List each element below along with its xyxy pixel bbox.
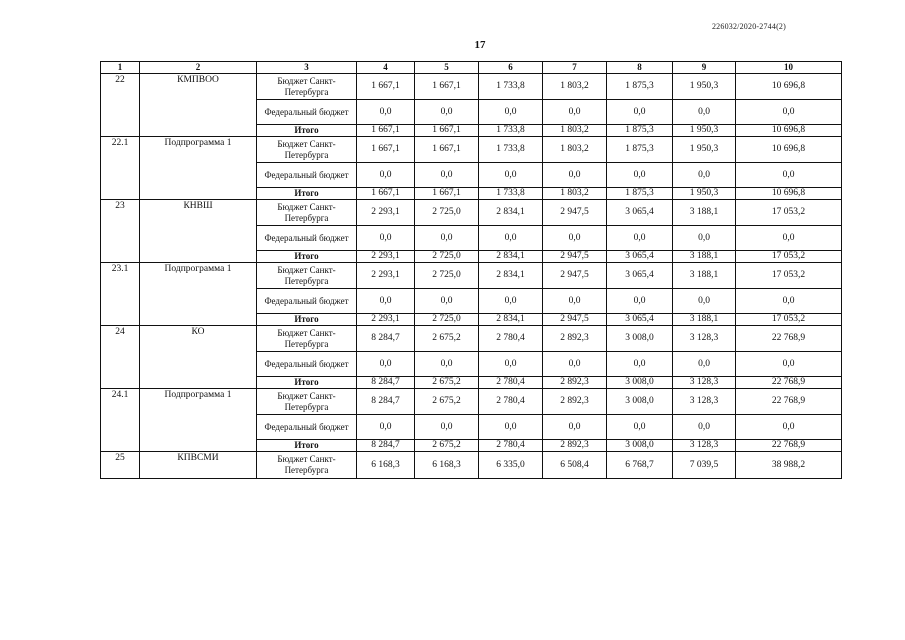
funding-source: Федеральный бюджет (257, 415, 357, 440)
amount-cell: 2 675,2 (415, 377, 479, 389)
funding-source: Бюджет Санкт-Петербурга (257, 74, 357, 100)
amount-cell: 0,0 (673, 163, 736, 188)
amount-cell: 3 008,0 (607, 440, 673, 452)
amount-cell: 0,0 (357, 100, 415, 125)
amount-cell: 3 008,0 (607, 377, 673, 389)
amount-cell: 38 988,2 (736, 452, 842, 479)
amount-cell: 1 803,2 (543, 188, 607, 200)
amount-cell: 17 053,2 (736, 251, 842, 263)
column-header: 6 (479, 62, 543, 74)
executor-name: Подпрограмма 1 (140, 389, 257, 452)
column-header: 1 (101, 62, 140, 74)
amount-cell: 1 667,1 (357, 188, 415, 200)
amount-cell: 22 768,9 (736, 389, 842, 415)
amount-cell: 1 667,1 (357, 125, 415, 137)
amount-cell: 0,0 (479, 289, 543, 314)
amount-cell: 0,0 (543, 415, 607, 440)
amount-cell: 2 780,4 (479, 326, 543, 352)
amount-cell: 8 284,7 (357, 440, 415, 452)
amount-cell: 2 947,5 (543, 314, 607, 326)
column-header: 10 (736, 62, 842, 74)
column-header: 4 (357, 62, 415, 74)
amount-cell: 3 128,3 (673, 326, 736, 352)
funding-source: Бюджет Санкт-Петербурга (257, 137, 357, 163)
amount-cell: 1 875,3 (607, 125, 673, 137)
table-body (101, 74, 842, 479)
amount-cell: 0,0 (479, 100, 543, 125)
amount-cell: 1 950,3 (673, 188, 736, 200)
amount-cell: 2 725,0 (415, 314, 479, 326)
amount-cell: 3 065,4 (607, 314, 673, 326)
amount-cell: 22 768,9 (736, 377, 842, 389)
amount-cell: 0,0 (357, 352, 415, 377)
amount-cell: 0,0 (415, 163, 479, 188)
item-number: 23.1 (101, 263, 140, 326)
amount-cell: 6 768,7 (607, 452, 673, 479)
funding-source: Итого (257, 188, 357, 200)
amount-cell: 2 834,1 (479, 200, 543, 226)
amount-cell: 3 188,1 (673, 314, 736, 326)
amount-cell: 8 284,7 (357, 326, 415, 352)
amount-cell: 3 128,3 (673, 440, 736, 452)
column-header: 5 (415, 62, 479, 74)
budget-row (101, 74, 842, 100)
item-number: 22 (101, 74, 140, 137)
amount-cell: 0,0 (736, 226, 842, 251)
amount-cell: 2 892,3 (543, 326, 607, 352)
amount-cell: 8 284,7 (357, 377, 415, 389)
budget-row (101, 200, 842, 226)
executor-name: КПВСМИ (140, 452, 257, 479)
budget-row (101, 389, 842, 415)
amount-cell: 2 947,5 (543, 251, 607, 263)
header-row (101, 62, 842, 74)
amount-cell: 2 675,2 (415, 440, 479, 452)
funding-source: Федеральный бюджет (257, 289, 357, 314)
column-header: 9 (673, 62, 736, 74)
amount-cell: 0,0 (607, 226, 673, 251)
amount-cell: 17 053,2 (736, 200, 842, 226)
amount-cell: 6 168,3 (415, 452, 479, 479)
amount-cell: 2 947,5 (543, 200, 607, 226)
amount-cell: 6 508,4 (543, 452, 607, 479)
funding-source: Итого (257, 377, 357, 389)
executor-name: Подпрограмма 1 (140, 263, 257, 326)
amount-cell: 0,0 (736, 163, 842, 188)
amount-cell: 10 696,8 (736, 188, 842, 200)
amount-cell: 0,0 (357, 289, 415, 314)
amount-cell: 0,0 (673, 226, 736, 251)
funding-source: Итого (257, 251, 357, 263)
funding-source: Бюджет Санкт-Петербурга (257, 200, 357, 226)
amount-cell: 0,0 (607, 163, 673, 188)
funding-source: Бюджет Санкт-Петербурга (257, 389, 357, 415)
amount-cell: 0,0 (357, 415, 415, 440)
amount-cell: 22 768,9 (736, 326, 842, 352)
amount-cell: 3 128,3 (673, 389, 736, 415)
amount-cell: 0,0 (736, 352, 842, 377)
executor-name: КМПВОО (140, 74, 257, 137)
amount-cell: 0,0 (543, 352, 607, 377)
funding-source: Бюджет Санкт-Петербурга (257, 263, 357, 289)
amount-cell: 2 293,1 (357, 263, 415, 289)
amount-cell: 2 725,0 (415, 263, 479, 289)
amount-cell: 3 128,3 (673, 377, 736, 389)
funding-source: Итого (257, 314, 357, 326)
amount-cell: 0,0 (736, 289, 842, 314)
amount-cell: 0,0 (543, 163, 607, 188)
amount-cell: 1 733,8 (479, 125, 543, 137)
item-number: 24.1 (101, 389, 140, 452)
amount-cell: 2 293,1 (357, 251, 415, 263)
item-number: 23 (101, 200, 140, 263)
amount-cell: 0,0 (543, 100, 607, 125)
amount-cell: 0,0 (415, 415, 479, 440)
column-header: 7 (543, 62, 607, 74)
funding-source: Федеральный бюджет (257, 226, 357, 251)
amount-cell: 0,0 (607, 352, 673, 377)
amount-cell: 0,0 (736, 415, 842, 440)
amount-cell: 2 725,0 (415, 200, 479, 226)
amount-cell: 2 892,3 (543, 377, 607, 389)
amount-cell: 0,0 (479, 352, 543, 377)
amount-cell: 7 039,5 (673, 452, 736, 479)
budget-row (101, 326, 842, 352)
amount-cell: 0,0 (673, 415, 736, 440)
amount-cell: 0,0 (479, 226, 543, 251)
amount-cell: 10 696,8 (736, 74, 842, 100)
amount-cell: 1 667,1 (357, 137, 415, 163)
amount-cell: 1 950,3 (673, 137, 736, 163)
amount-cell: 1 733,8 (479, 74, 543, 100)
amount-cell: 2 675,2 (415, 326, 479, 352)
funding-source: Федеральный бюджет (257, 352, 357, 377)
amount-cell: 1 733,8 (479, 137, 543, 163)
budget-row (101, 137, 842, 163)
amount-cell: 17 053,2 (736, 314, 842, 326)
amount-cell: 0,0 (415, 289, 479, 314)
amount-cell: 0,0 (607, 289, 673, 314)
item-number: 22.1 (101, 137, 140, 200)
amount-cell: 2 293,1 (357, 314, 415, 326)
amount-cell: 0,0 (543, 289, 607, 314)
amount-cell: 3 188,1 (673, 251, 736, 263)
page-number: 17 (474, 39, 486, 51)
executor-name: Подпрограмма 1 (140, 137, 257, 200)
budget-row (101, 263, 842, 289)
column-header: 3 (257, 62, 357, 74)
amount-cell: 1 803,2 (543, 125, 607, 137)
amount-cell: 1 875,3 (607, 137, 673, 163)
amount-cell: 1 950,3 (673, 74, 736, 100)
amount-cell: 2 780,4 (479, 440, 543, 452)
amount-cell: 1 667,1 (415, 188, 479, 200)
amount-cell: 0,0 (415, 226, 479, 251)
budget-table (100, 61, 842, 479)
amount-cell: 3 065,4 (607, 251, 673, 263)
funding-source: Бюджет Санкт-Петербурга (257, 326, 357, 352)
amount-cell: 2 947,5 (543, 263, 607, 289)
funding-source: Бюджет Санкт-Петербурга (257, 452, 357, 479)
amount-cell: 2 293,1 (357, 200, 415, 226)
amount-cell: 2 780,4 (479, 377, 543, 389)
amount-cell: 0,0 (736, 100, 842, 125)
amount-cell: 1 803,2 (543, 74, 607, 100)
amount-cell: 2 892,3 (543, 389, 607, 415)
amount-cell: 0,0 (673, 352, 736, 377)
amount-cell: 2 725,0 (415, 251, 479, 263)
funding-source: Федеральный бюджет (257, 163, 357, 188)
amount-cell: 0,0 (479, 163, 543, 188)
amount-cell: 0,0 (415, 352, 479, 377)
amount-cell: 3 188,1 (673, 263, 736, 289)
funding-source: Федеральный бюджет (257, 100, 357, 125)
column-header: 2 (140, 62, 257, 74)
funding-source: Итого (257, 440, 357, 452)
amount-cell: 10 696,8 (736, 125, 842, 137)
amount-cell: 10 696,8 (736, 137, 842, 163)
amount-cell: 0,0 (357, 163, 415, 188)
amount-cell: 2 780,4 (479, 389, 543, 415)
item-number: 24 (101, 326, 140, 389)
amount-cell: 0,0 (673, 100, 736, 125)
amount-cell: 1 875,3 (607, 188, 673, 200)
amount-cell: 2 892,3 (543, 440, 607, 452)
amount-cell: 6 168,3 (357, 452, 415, 479)
amount-cell: 3 065,4 (607, 263, 673, 289)
document-id: 226032/2020-2744(2) (711, 22, 786, 31)
amount-cell: 3 008,0 (607, 389, 673, 415)
amount-cell: 1 667,1 (415, 125, 479, 137)
amount-cell: 0,0 (673, 289, 736, 314)
amount-cell: 3 065,4 (607, 200, 673, 226)
amount-cell: 1 803,2 (543, 137, 607, 163)
amount-cell: 0,0 (607, 415, 673, 440)
item-number: 25 (101, 452, 140, 479)
amount-cell: 3 008,0 (607, 326, 673, 352)
amount-cell: 3 188,1 (673, 200, 736, 226)
amount-cell: 2 834,1 (479, 314, 543, 326)
funding-source: Итого (257, 125, 357, 137)
amount-cell: 0,0 (357, 226, 415, 251)
amount-cell: 22 768,9 (736, 440, 842, 452)
amount-cell: 2 675,2 (415, 389, 479, 415)
amount-cell: 2 834,1 (479, 251, 543, 263)
amount-cell: 2 834,1 (479, 263, 543, 289)
executor-name: КО (140, 326, 257, 389)
budget-row (101, 452, 842, 479)
executor-name: КНВШ (140, 200, 257, 263)
amount-cell: 6 335,0 (479, 452, 543, 479)
amount-cell: 0,0 (543, 226, 607, 251)
amount-cell: 1 950,3 (673, 125, 736, 137)
amount-cell: 1 875,3 (607, 74, 673, 100)
column-header: 8 (607, 62, 673, 74)
amount-cell: 1 667,1 (357, 74, 415, 100)
amount-cell: 8 284,7 (357, 389, 415, 415)
amount-cell: 0,0 (607, 100, 673, 125)
amount-cell: 1 667,1 (415, 137, 479, 163)
amount-cell: 0,0 (415, 100, 479, 125)
amount-cell: 17 053,2 (736, 263, 842, 289)
amount-cell: 0,0 (479, 415, 543, 440)
amount-cell: 1 733,8 (479, 188, 543, 200)
table-header (101, 62, 842, 74)
amount-cell: 1 667,1 (415, 74, 479, 100)
